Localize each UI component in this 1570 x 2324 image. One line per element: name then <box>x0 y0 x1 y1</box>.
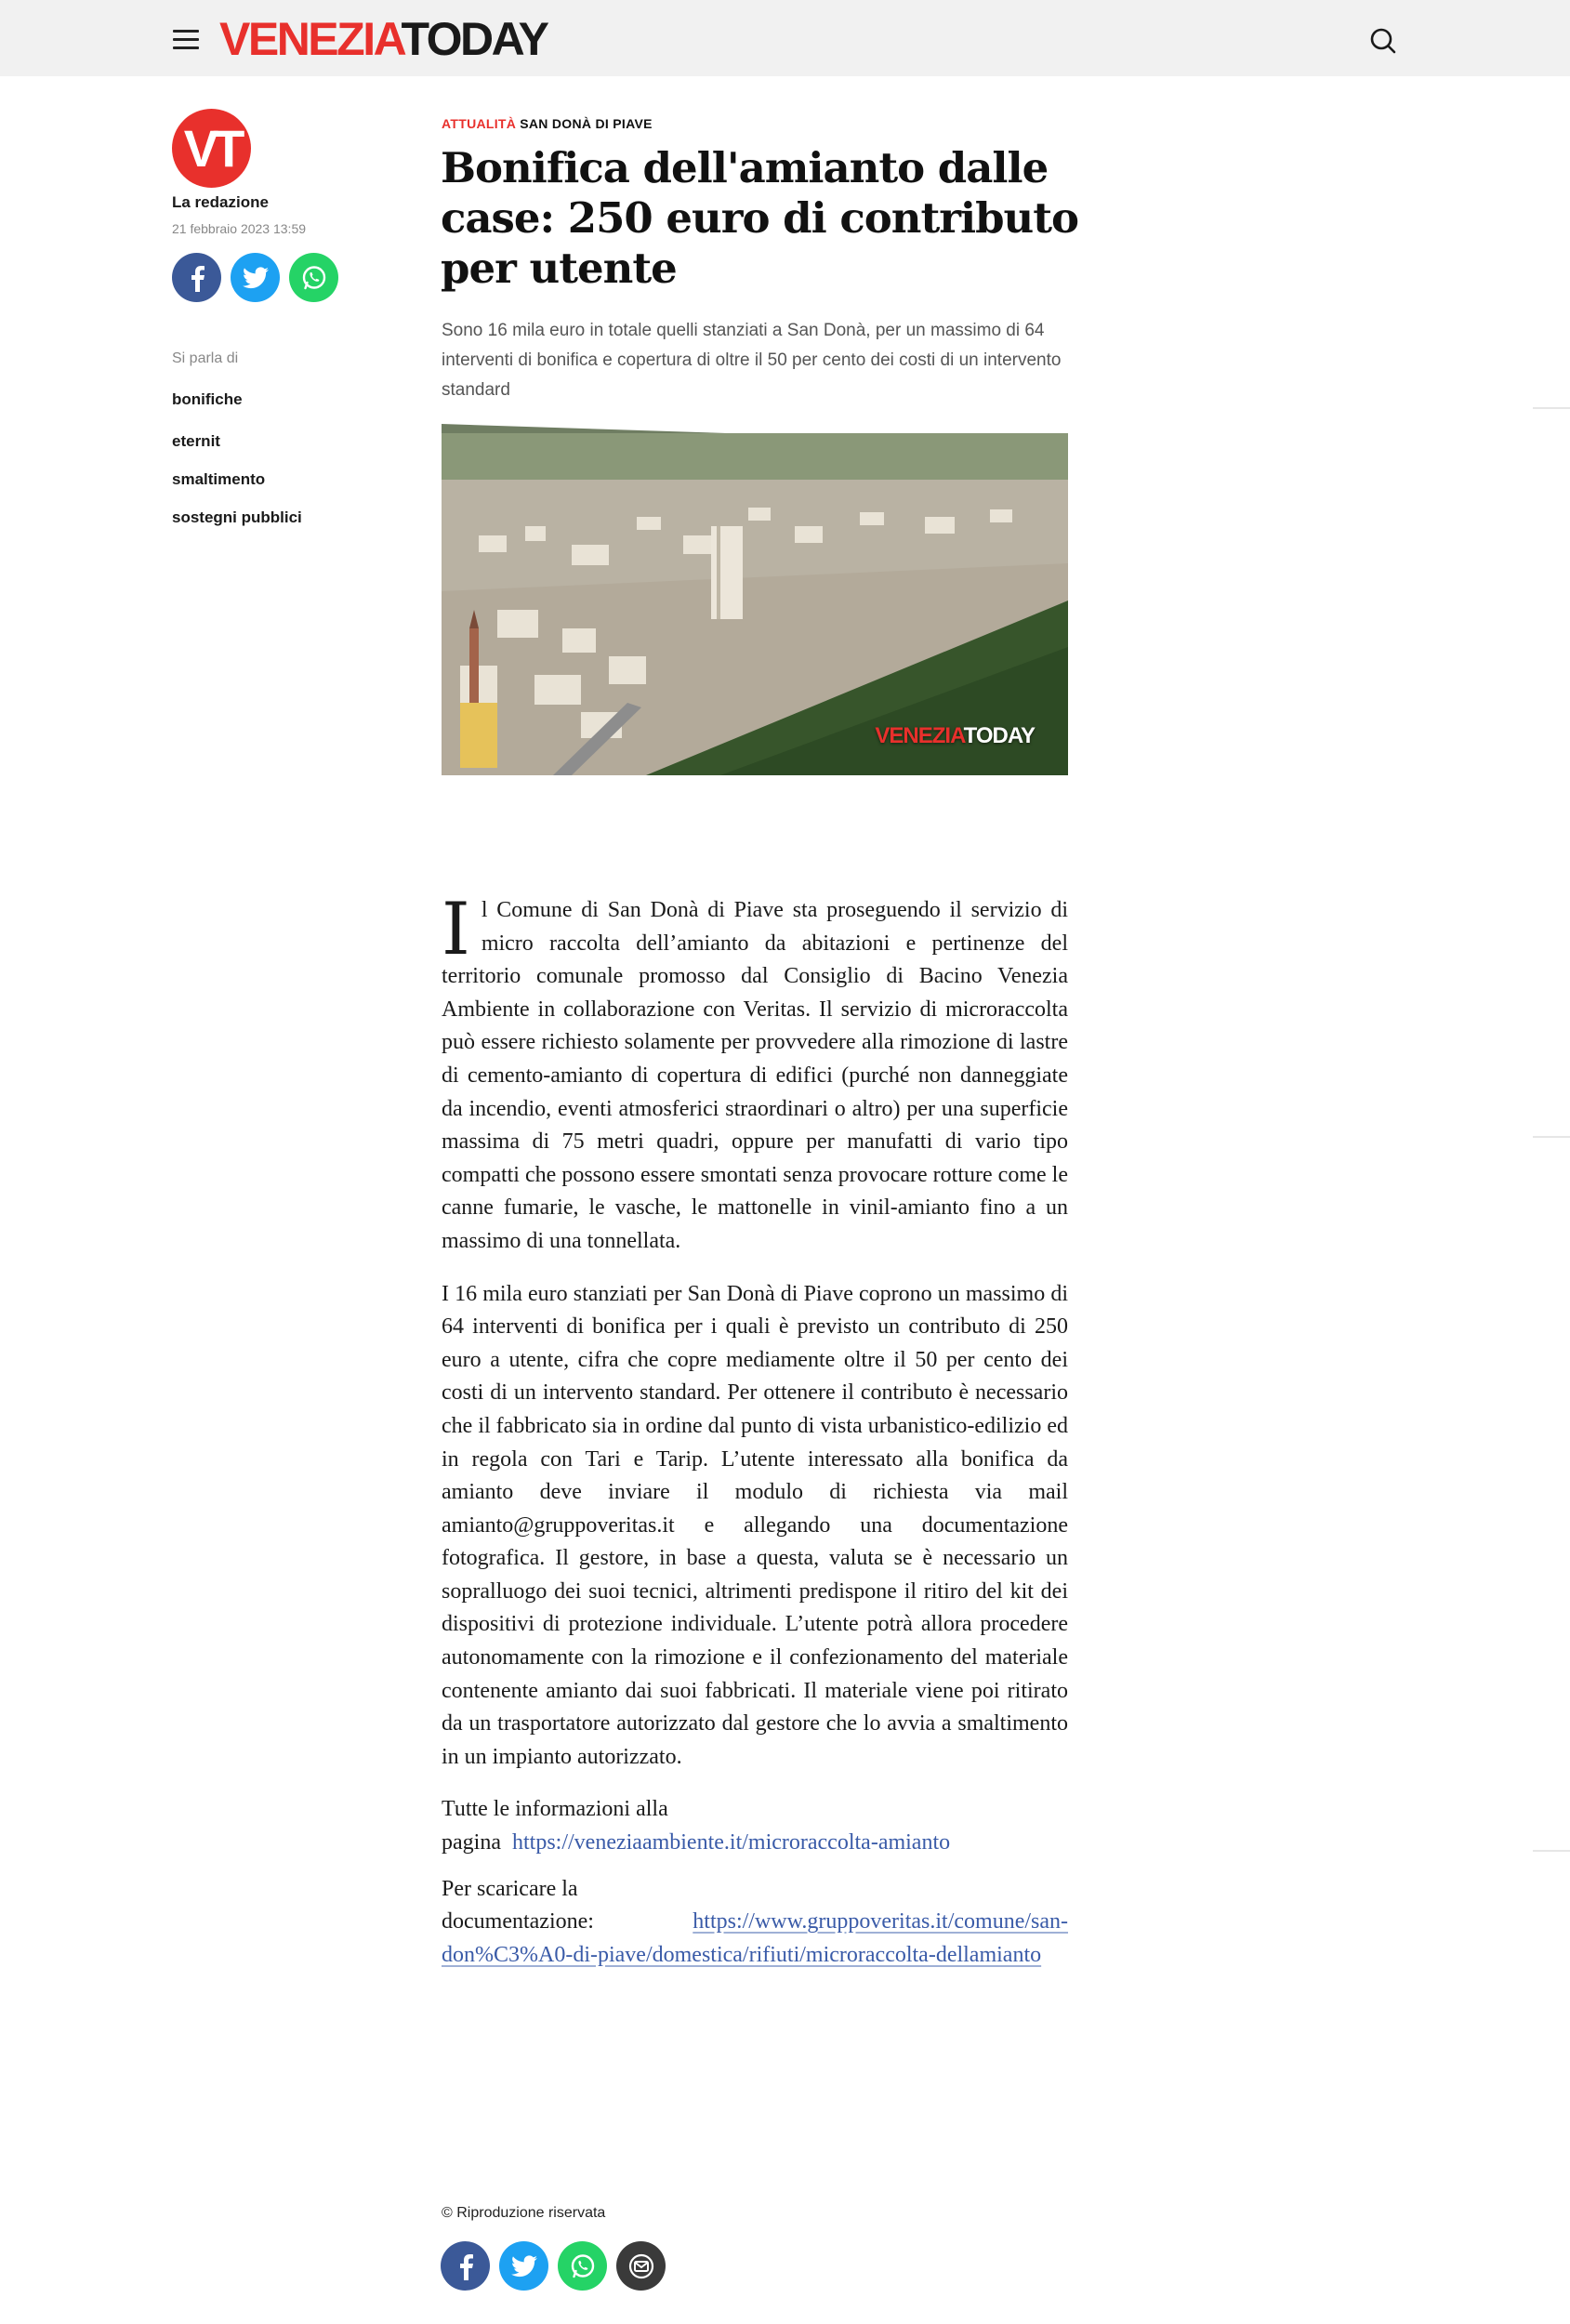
doc-paragraph: Per scaricare la documentazione: https://www.gruppoveritas.it/comune/san-don%C3%A0-di-piave/domestica/rifiuti/microraccolta-dellamianto <box>442 1876 1068 1967</box>
facebook-icon[interactable] <box>172 253 221 302</box>
share-bar-bottom <box>441 2241 666 2291</box>
edge-divider <box>1533 1136 1570 1138</box>
twitter-icon[interactable] <box>499 2241 548 2291</box>
whatsapp-icon[interactable] <box>289 253 338 302</box>
article-title: Bonifica dell'amianto dalle case: 250 euro di contributo per utente <box>441 143 1079 293</box>
facebook-icon[interactable] <box>441 2241 490 2291</box>
whatsapp-icon[interactable] <box>558 2241 607 2291</box>
body-paragraph-1: Il Comune di San Donà di Piave sta proseguendo il servizio di micro raccolta dell’amianto da abitazioni e pertinenze del territorio comunale promosso dal Consiglio di Bacino Venezia Ambiente in collaborazione con Veritas. Il servizio di microraccolta può essere richiesto solamente per provvedere alla rimozione di lastre di cemento-amianto di copertura di edifici (purché non danneggiate da incendio, eventi atmosferici straordinari o altro) per una superficie massima di 75 metri quadri, oppure per manufatti di vario tipo compatti che possono essere smontati senza provocare rotture come le canne fumarie, le vasche, le mattonelle in vinil-amianto fino a un massimo di una tonnellata. <box>442 888 1068 1253</box>
drop-cap: I <box>442 888 470 971</box>
info-paragraph: Tutte le informazioni alla pagina https://veneziaambiente.it/microraccolta-amianto <box>442 1797 951 1855</box>
search-icon[interactable] <box>1368 26 1398 56</box>
author-name[interactable]: La redazione <box>172 193 269 211</box>
logo-today: TODAY <box>401 13 548 65</box>
tag-sostegni-pubblici[interactable]: sostegni pubblici <box>172 508 302 526</box>
article-kicker <box>442 116 653 131</box>
tags-label: Si parla di <box>172 350 239 366</box>
doc-link[interactable]: https://www.gruppoveritas.it/comune/san-don%C3%A0-di-piave/domestica/rifiuti/microraccolta-dellamianto <box>442 1909 1068 1967</box>
publish-date: 21 febbraio 2023 13:59 <box>172 221 307 236</box>
twitter-icon[interactable] <box>231 253 280 302</box>
site-logo[interactable] <box>219 13 548 65</box>
article-body <box>442 888 1068 1985</box>
info-link[interactable]: https://veneziaambiente.it/microraccolta-amianto <box>511 1830 951 1855</box>
body-paragraph-2: I 16 mila euro stanziati per San Donà di Piave coprono un massimo di 64 interventi di bonifica per i quali è previsto un contributo di 250 euro a utente, cifra che copre mediamente oltre il 50 per cento dei costi di un intervento standard. Per ottenere il contributo è necessario che il fabbricato sia in ordine dal punto di vista urbanistico-edilizio ed in regola con Tari e Tarip. L’utente interessato alla bonifica da amianto deve inviare il modulo di richiesta via mail amianto@gruppoveritas.it e allegando una documentazione fotografica. Il gestore, in base a questa, valuta se è necessario un sopralluogo dei suoi tecnici, altrimenti predispone il ritiro del kit dei dispositivi di protezione individuale. L’utente potrà allora procedere autonomamente con la rimozione e il confezionamento del materiale contenente amianto dai suoi fabbricati. Il materiale viene poi ritirato da un trasportatore autorizzato dal gestore che lo avvia a smaltimento in un impianto autorizzato. <box>442 1281 1068 1769</box>
edge-divider <box>1533 1850 1570 1852</box>
share-bar-top <box>172 253 338 302</box>
site-header <box>0 0 1570 76</box>
category-link[interactable]: ATTUALITÀ <box>442 116 517 131</box>
copyright-notice: © Riproduzione riservata <box>442 2205 606 2221</box>
author-avatar: VT <box>172 109 251 188</box>
email-icon[interactable] <box>616 2241 666 2291</box>
logo-venezia: VENEZIA <box>219 13 402 65</box>
tag-eternit[interactable]: eternit <box>172 432 220 450</box>
article-subtitle: Sono 16 mila euro in totale quelli stanziati a San Donà, per un massimo di 64 interventi di bonifica e copertura di oltre il 50 per cento dei costi di un intervento standard <box>442 321 1062 400</box>
tag-bonifiche[interactable]: bonifiche <box>172 390 243 408</box>
edge-divider <box>1533 407 1570 409</box>
image-watermark: VENEZIATODAY <box>875 723 1035 748</box>
tag-smaltimento[interactable]: smaltimento <box>172 470 266 488</box>
place-link[interactable]: SAN DONÀ DI PIAVE <box>520 116 653 131</box>
hero-image[interactable] <box>442 424 1068 775</box>
hamburger-menu-icon[interactable] <box>173 30 199 48</box>
